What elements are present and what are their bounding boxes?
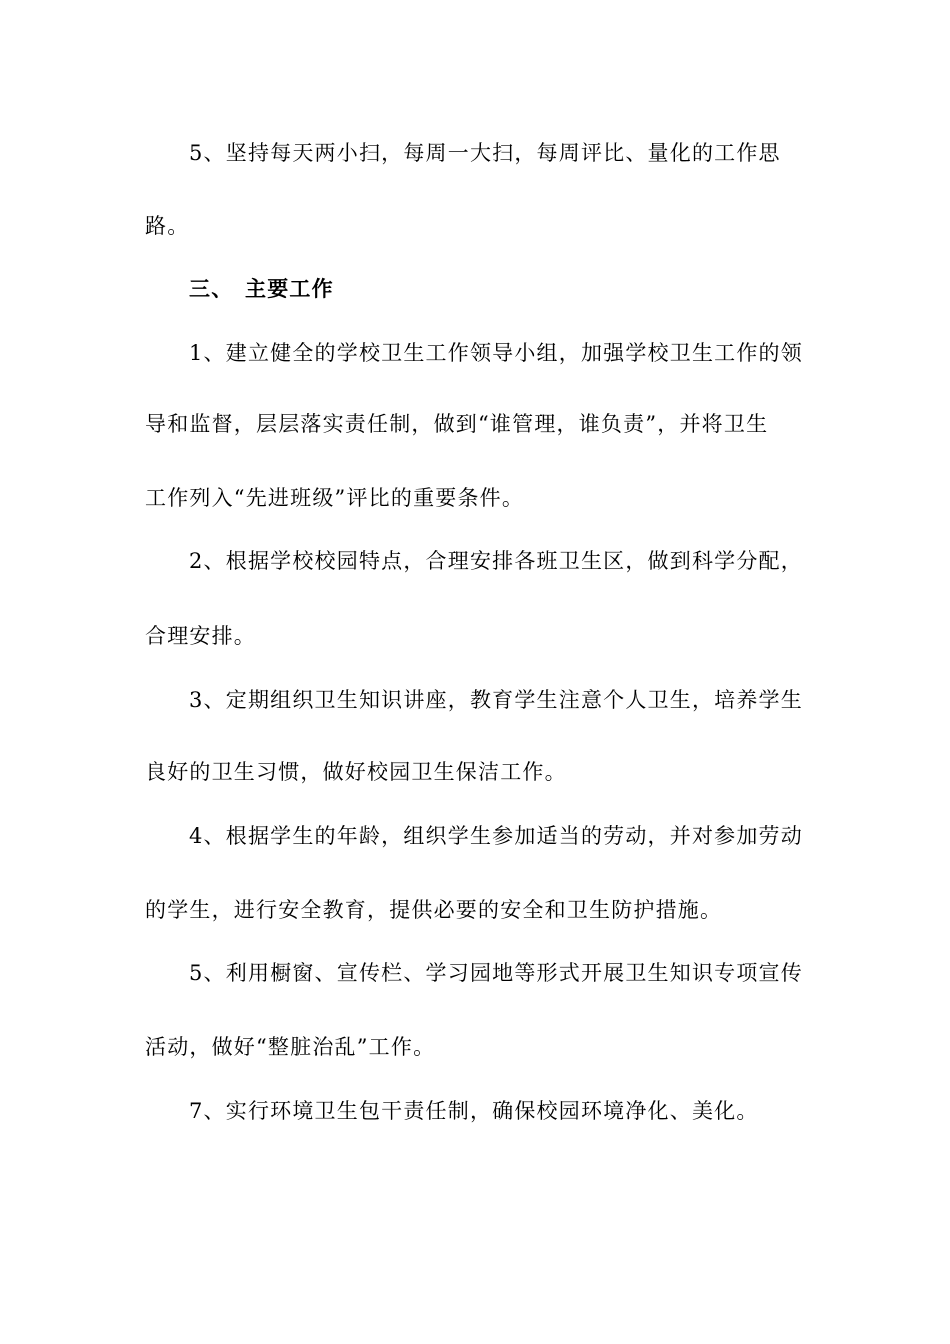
paragraph-7-line-1: 7、实行环境卫生包干责任制，确保校园环境净化、美化。	[189, 1099, 759, 1123]
paragraph-3-line-1: 3、定期组织卫生知识讲座，教育学生注意个人卫生，培养学生	[189, 688, 803, 712]
paragraph-3-line-2: 良好的卫生习惯，做好校园卫生保洁工作。	[145, 760, 567, 784]
paragraph-4-line-2: 的学生，进行安全教育，提供必要的安全和卫生防护措施。	[145, 898, 723, 922]
paragraph-5a-line-2: 路。	[145, 214, 190, 238]
section-heading-number: 三、	[189, 276, 234, 301]
paragraph-5b-line-2: 活动，做好“整脏治乱”工作。	[145, 1035, 436, 1059]
paragraph-5a-line-1: 5、坚持每天两小扫，每周一大扫，每周评比、量化的工作思	[189, 141, 781, 165]
paragraph-2-line-1: 2、根据学校校园特点，合理安排各班卫生区，做到科学分配，	[189, 549, 803, 573]
paragraph-1-line-3: 工作列入“先进班级”评比的重要条件。	[145, 486, 525, 510]
section-heading-text: 主要工作	[245, 276, 334, 301]
paragraph-1-line-2: 导和监督，层层落实责任制，做到“谁管理，谁负责”，并将卫生	[145, 412, 769, 436]
paragraph-4-line-1: 4、根据学生的年龄，组织学生参加适当的劳动，并对参加劳动	[189, 824, 803, 848]
paragraph-1-line-1: 1、建立健全的学校卫生工作领导小组，加强学校卫生工作的领	[189, 341, 803, 365]
section-heading	[189, 274, 869, 304]
paragraph-2-line-2: 合理安排。	[145, 624, 256, 648]
paragraph-5b-line-1: 5、利用橱窗、宣传栏、学习园地等形式开展卫生知识专项宣传	[189, 961, 803, 985]
